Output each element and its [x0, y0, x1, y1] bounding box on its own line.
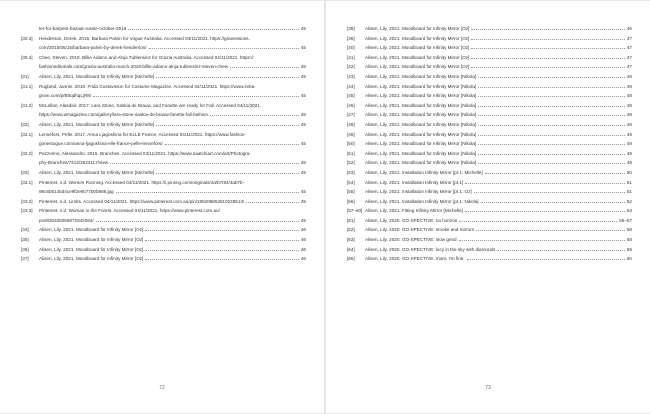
reference-entry	[21, 216, 306, 226]
reference-page-number: 46	[300, 227, 306, 233]
dot-leader	[145, 250, 299, 251]
reference-page-number: 59	[626, 246, 632, 252]
reference-text: Pezzerino, Alessandro. 2015. Branches. Accessed 04/11/2021. https://www.saatchiart.com/art/Photogra-	[39, 150, 251, 156]
reference-page-number: 45	[300, 26, 306, 31]
reference-text: Alisen, Lily. 2021. Moodboard for Infinity Mirror [Nikola]	[365, 83, 477, 89]
dot-leader	[465, 211, 625, 212]
reference-entry	[21, 120, 306, 130]
reference-page-number: 48	[626, 112, 632, 118]
reference-entry	[347, 197, 632, 207]
dot-leader	[478, 163, 625, 164]
reference-entry	[21, 53, 306, 63]
reference-text: Alisen, Lily. 2020. GO-SPECTIVE: no horizon	[365, 217, 458, 223]
reference-number: [33.3]	[21, 208, 33, 214]
reference-number: [47]	[347, 112, 355, 118]
reference-text: Lennefors, Pelle. 2017. Anna Ljagoshina for ELLE France. Accessed 04/11/2021. https://www.fashion-	[39, 131, 247, 137]
dot-leader	[467, 259, 625, 260]
reference-number: [43]	[347, 73, 355, 79]
reference-number: [38]	[347, 26, 355, 31]
reference-entry	[21, 235, 306, 245]
reference-number: [31.1]	[21, 83, 33, 89]
reference-text: Alisen, Lily. 2021. Moodboard for Infinity Mirror [Nikola]	[365, 102, 477, 108]
dot-leader	[478, 87, 625, 88]
reference-entry	[21, 91, 306, 101]
reference-text: Alisen, Lily. 2021. Moodboard for Infinity Mirror [Michelle]	[39, 73, 155, 79]
reference-page-number: 49	[626, 131, 632, 137]
reference-page-number: 45	[300, 189, 306, 195]
reference-entry	[21, 149, 306, 159]
reference-page-number: 46	[626, 26, 632, 31]
reference-page-number: 45	[300, 217, 306, 223]
reference-page-number: 50	[626, 169, 632, 175]
reference-entry	[347, 245, 632, 255]
reference-number: [44]	[347, 83, 355, 89]
reference-text: Alisen, Lily. 2021. Moodboard for Infinity Mirror [Oz]	[39, 237, 144, 243]
reference-page-number: 46	[300, 246, 306, 252]
reference-page-number: 53	[626, 208, 632, 214]
dot-leader	[471, 39, 625, 40]
reference-entry	[347, 254, 632, 264]
dot-leader	[145, 259, 299, 260]
dot-leader	[478, 135, 625, 136]
reference-entry	[347, 178, 632, 188]
reference-entry	[21, 158, 306, 168]
reference-text: Alisen, Lily. 2021. Moodboard for Infinity Mirror [Oz]	[365, 54, 470, 60]
reference-text: Alisen, Lily. 2021. Moodboard for Infinity Mirror [Oz]	[365, 26, 470, 31]
reference-number: [45]	[347, 93, 355, 99]
reference-page-number: 48	[626, 121, 632, 127]
reference-text: Alisen, Lily. 2021. Moodboard for Infinity Mirror [Michelle]	[39, 121, 155, 127]
reference-entry	[347, 110, 632, 120]
dot-leader	[156, 77, 299, 78]
reference-text: Alisen, Lily. 2021. Installation Infinity Mirror [pt.1: Michelle]	[365, 169, 483, 175]
reference-text: McLellan, Alasdair. 2017. Lara Stone, Saskia de Brauw, and Fanette are ready for Fall. Accessed 04/11/2021.	[39, 102, 262, 108]
left-reference-list	[21, 24, 306, 264]
reference-page-number: 46	[300, 237, 306, 243]
reference-number: [51]	[347, 150, 355, 156]
dot-leader	[478, 125, 625, 126]
dot-leader	[471, 58, 625, 59]
reference-text: Alisen, Lily. 2020. GO-SPECTIVE: slow grind	[365, 237, 457, 243]
dot-leader	[230, 67, 298, 68]
dot-leader	[110, 163, 299, 164]
reference-number: [52]	[347, 160, 355, 166]
dot-leader	[459, 240, 625, 241]
reference-page-number: 45	[300, 198, 306, 204]
reference-number: [30.4]	[21, 54, 33, 60]
reference-text: Alisen, Lily. 2020. GO-SPECTIVE: mom, I'm fine.	[365, 256, 465, 262]
reference-entry	[347, 158, 632, 168]
reference-number: [50]	[347, 141, 355, 147]
reference-number: [65]	[347, 256, 355, 262]
reference-text: gonestogue.com/anna-ljagoshina-elle-france-pelle-lennefors/	[39, 141, 163, 147]
reference-page-number: 51	[626, 179, 632, 185]
reference-entry	[347, 187, 632, 197]
reference-text: Alisen, Lily. 2021. Moodboard for Infinity Mirror [Nikola]	[365, 112, 477, 118]
reference-number: [33.1]	[21, 179, 33, 185]
reference-page-number: 45	[300, 112, 306, 118]
reference-page-number: 45	[300, 93, 306, 99]
reference-number: [63]	[347, 237, 355, 243]
dot-leader	[145, 240, 299, 241]
reference-text: phy-Branches/7414/2624117/view	[39, 160, 109, 166]
reference-number: [31.2]	[21, 102, 33, 108]
reference-page-number: 58	[626, 237, 632, 243]
reference-text: gram.com/p/B0qdhqLjR8/	[39, 93, 92, 99]
reference-number: [49]	[347, 131, 355, 137]
reference-text: Alisen, Lily. 2021. Installation Infinity Mirror [pt.1: Oz]	[365, 189, 472, 195]
reference-text: Alisen, Lily. 2021. Moodboard for Infinity Mirror [Nikola]	[365, 160, 477, 166]
reference-entry	[347, 168, 632, 178]
reference-entry	[21, 187, 306, 197]
right-reference-list	[347, 24, 632, 264]
reference-number: [35]	[21, 237, 29, 243]
dot-leader	[165, 144, 299, 145]
reference-text: Alisen, Lily. 2021. Moodboard for Infinity Mirror [Nikola]	[365, 131, 477, 137]
reference-entry	[347, 72, 632, 82]
reference-number: [39]	[347, 35, 355, 41]
right-page-number: 73	[485, 385, 491, 391]
dot-leader	[93, 96, 299, 97]
reference-entry	[347, 91, 632, 101]
dot-leader	[471, 67, 625, 68]
reference-page-number: 46	[300, 256, 306, 262]
reference-text: Alisen, Lily. 2021. Moodboard for Infinity Mirror [Nikola]	[365, 121, 477, 127]
reference-text: https://www.wmagazine.com/gallery/lara-stone-saskia-de-brauw-fanette-fall-fashion	[39, 112, 209, 118]
right-page	[326, 1, 650, 413]
reference-text: Henderson, Derek. 2015. Barbara Palvin for Vogue Australia. Accessed 04/11/2021. https://gravesisons.	[39, 35, 250, 41]
reference-number: [54]	[347, 179, 355, 185]
reference-page-number: 47	[626, 45, 632, 51]
reference-text: Alisen, Lily. 2021. Moodboard for Infinity Mirror [Nikola]	[365, 150, 477, 156]
reference-entry	[21, 254, 306, 264]
reference-page-number: 49	[626, 150, 632, 156]
dot-leader	[149, 48, 299, 49]
dot-leader	[481, 202, 625, 203]
left-page	[0, 1, 324, 413]
reference-page-number: 47	[626, 35, 632, 41]
reference-number: [32]	[21, 121, 29, 127]
reference-entry	[347, 24, 632, 34]
dot-leader	[478, 96, 625, 97]
reference-page-number: 45	[300, 160, 306, 166]
dot-leader	[471, 48, 625, 49]
reference-page-number: 48	[626, 73, 632, 79]
reference-page-number: 48	[626, 102, 632, 108]
reference-text: Pinterest. n.d. Limbs. Accessed 04/11/2021. https://www.pinterest.com.au/pin/185208853810228513/	[39, 198, 245, 204]
reference-page-number: 49	[626, 141, 632, 147]
dot-leader	[210, 115, 299, 116]
reference-entry	[347, 34, 632, 44]
dot-leader	[471, 29, 625, 30]
dot-leader	[497, 250, 624, 251]
reference-entry	[347, 225, 632, 235]
reference-entry	[347, 139, 632, 149]
reference-text: Alisen, Lily. 2021. Installation Infinity Mirror [pt.1: Nikola]	[365, 198, 479, 204]
reference-number: [37]	[21, 256, 29, 262]
reference-entry	[21, 197, 306, 207]
reference-entry	[347, 206, 632, 216]
reference-page-number: 45	[300, 64, 306, 70]
reference-entry	[21, 178, 306, 188]
reference-number: [53]	[347, 169, 355, 175]
reference-entry	[347, 62, 632, 72]
dot-leader	[485, 173, 625, 174]
reference-entry	[21, 130, 306, 140]
reference-text: Pinterest. n.d. Women Running. Accessed 04/11/2021. https://i.pinimg.com/originals/4a/b7/84/4ab7b-	[39, 179, 245, 185]
reference-number: [40]	[347, 45, 355, 51]
reference-page-number: 45	[300, 121, 306, 127]
dot-leader	[474, 192, 625, 193]
reference-entry	[347, 216, 632, 226]
reference-entry	[21, 225, 306, 235]
reference-page-number: 47	[626, 54, 632, 60]
reference-page-number: 56–57	[619, 217, 632, 223]
dot-leader	[96, 221, 299, 222]
reference-text: 98c6b5145d4ce9f2e9b77b0b888.jpg	[39, 189, 114, 195]
reference-entry	[347, 101, 632, 111]
reference-text: Alisen, Lily. 2021. Moodboard for Infinity Mirror [Nikola]	[365, 73, 477, 79]
reference-page-number: 52	[626, 198, 632, 204]
reference-text: Alisen, Lily. 2021. Moodboard for Infinity Mirror [Oz]	[365, 45, 470, 51]
reference-entry	[347, 149, 632, 159]
reference-number: [41]	[347, 54, 355, 60]
reference-number: [30.3]	[21, 35, 33, 41]
dot-leader	[478, 106, 625, 107]
reference-text: Chee, Steven. 2018. Billie Adamo and Alnja Tublensinz for Grazia Australia. Accessed 04/11/2021. https://	[39, 54, 254, 60]
reference-number: [61]	[347, 217, 355, 223]
reference-text: Rugland, Jannie. 2019. Frida Gustavsson for Costume Magazine. Accessed 04/11/2021. https://www.insta-	[39, 83, 256, 89]
reference-entry	[21, 110, 306, 120]
reference-text: pin/830408056872942064/	[39, 217, 94, 223]
reference-number: [32.1]	[21, 131, 33, 137]
reference-text: com/2015/05/15/barbara-palvin-by-derek-henderson/	[39, 45, 147, 51]
reference-number: [64]	[347, 246, 355, 252]
dot-leader	[478, 144, 625, 145]
reference-page-number: 45	[300, 141, 306, 147]
dot-leader	[145, 230, 299, 231]
reference-entry	[347, 53, 632, 63]
reference-entry	[21, 206, 306, 216]
left-page-number: 72	[159, 385, 165, 391]
reference-text: Alisen, Lily. 2021. Moodboard for Infinity Mirror [Oz]	[39, 246, 144, 252]
dot-leader	[116, 192, 299, 193]
reference-number: [57–60]	[347, 208, 363, 214]
reference-entry	[347, 82, 632, 92]
reference-number: [33.2]	[21, 198, 33, 204]
reference-number: [42]	[347, 64, 355, 70]
reference-number: [62]	[347, 227, 355, 233]
reference-page-number: 49	[626, 160, 632, 166]
reference-entry	[21, 24, 306, 34]
reference-entry	[21, 245, 306, 255]
reference-number: [32.2]	[21, 150, 33, 156]
reference-entry	[21, 101, 306, 111]
dot-leader	[478, 77, 625, 78]
reference-text: Alisen, Lily. 2021. Installation Infinity Mirror [pt.1]	[365, 179, 464, 185]
reference-page-number: 45	[300, 73, 306, 79]
reference-entry	[347, 235, 632, 245]
reference-text: Alisen, Lily. 2020. GO-SPECTIVE: smoke and mirrors	[365, 227, 474, 233]
dot-leader	[128, 29, 299, 30]
reference-text: Pinterest. n.d. Woman in the Forest. Accessed 04/11/2021. https://www.pinterest.com.au/	[39, 208, 220, 214]
reference-entry	[21, 34, 306, 44]
reference-entry	[347, 120, 632, 130]
reference-text: Alisen, Lily. 2021. Moodboard for Infinity Mirror [Oz]	[365, 35, 470, 41]
reference-number: [31]	[21, 73, 29, 79]
reference-text: fashioneditorials.com/grazia-australia-march-2018-billie-adamo-alnja-tublensinz-steven-chee/	[39, 64, 229, 70]
dot-leader	[476, 230, 625, 231]
reference-page-number: 48	[626, 93, 632, 99]
dot-leader	[156, 173, 299, 174]
reference-page-number: 60	[626, 256, 632, 262]
reference-text: Alisen, Lily. 2020. GO-SPECTIVE: lucy in the sky with diamonds	[365, 246, 496, 252]
reference-text: Alisen, Lily. 2021. Moodboard for Infinity Mirror [Oz]	[365, 64, 470, 70]
reference-entry	[21, 82, 306, 92]
reference-number: [36]	[21, 246, 29, 252]
reference-page-number: 48	[626, 83, 632, 89]
dot-leader	[459, 221, 617, 222]
reference-page-number: 51	[626, 189, 632, 195]
dot-leader	[478, 154, 625, 155]
reference-entry	[21, 72, 306, 82]
reference-number: [33]	[21, 169, 29, 175]
reference-text: Alisen, Lily. 2021. Moodboard for Infinity Mirror [Nikola]	[365, 141, 477, 147]
reference-entry	[21, 62, 306, 72]
dot-leader	[156, 125, 299, 126]
dot-leader	[465, 183, 625, 184]
reference-page-number: 47	[626, 64, 632, 70]
dot-leader	[478, 115, 625, 116]
reference-number: [48]	[347, 121, 355, 127]
reference-entry	[21, 168, 306, 178]
reference-entry	[21, 43, 306, 53]
reference-number: [34]	[21, 227, 29, 233]
reference-number: [55]	[347, 189, 355, 195]
reference-text: Alisen, Lily. 2021. Moodboard for Infinity Mirror [Michelle]	[39, 169, 155, 175]
reference-text: Alisen, Lily. 2021. Moodboard for Infinity Mirror [Oz]	[39, 227, 144, 233]
reference-entry	[347, 43, 632, 53]
reference-text: Alisen, Lily. 2021. Moodboard for Infinity Mirror [Nikola]	[365, 93, 477, 99]
reference-text: ter-for-barpers-bazaar-russie-october-2016	[39, 26, 127, 31]
reference-text: Alisen, Lily. 2021. Moodboard for Infinity Mirror [Oz]	[39, 256, 144, 262]
reference-number: [56]	[347, 198, 355, 204]
reference-entry	[21, 139, 306, 149]
reference-text: Alisen, Lily. 2021. Fitting Infinity Mirror [Michelle]	[365, 208, 463, 214]
reference-page-number: 45	[300, 45, 306, 51]
reference-number: [46]	[347, 102, 355, 108]
reference-page-number: 45	[300, 169, 306, 175]
reference-entry	[347, 130, 632, 140]
dot-leader	[246, 202, 299, 203]
reference-page-number: 58	[626, 227, 632, 233]
